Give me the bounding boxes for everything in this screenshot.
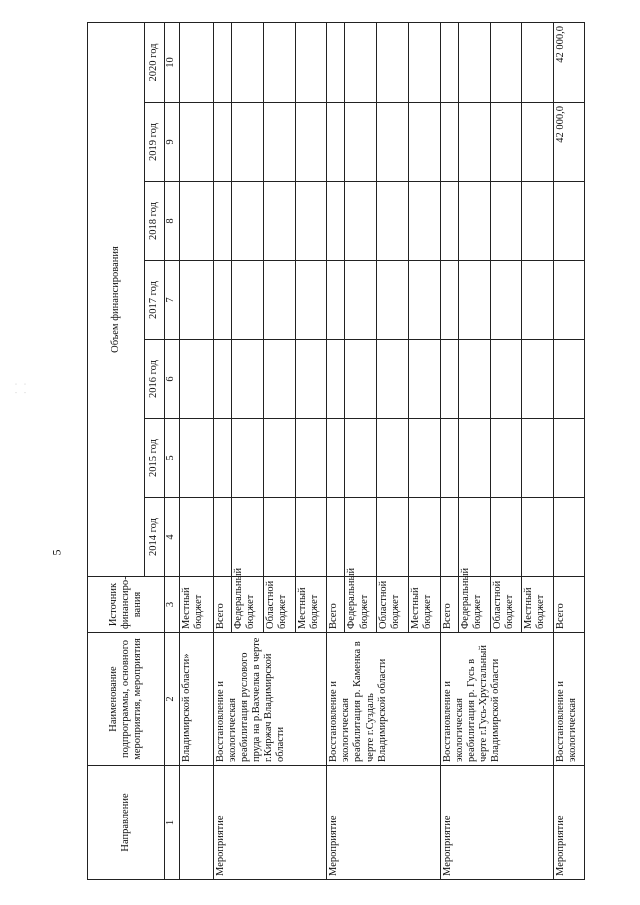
column-number: 5 (165, 419, 180, 498)
table-row (213, 22, 231, 879)
header-year: 2016 год (144, 340, 164, 419)
header-direction: Направление (88, 766, 165, 880)
header-source: Источник финансиро-вания (88, 577, 165, 633)
header-year: 2020 год (144, 22, 164, 102)
column-number: 6 (165, 340, 180, 419)
scan-artifact: · · · · (12, 380, 30, 394)
source-cell: Всего (440, 577, 458, 633)
source-cell: Федеральный бюджет (458, 577, 490, 633)
source-cell: Всего (327, 577, 345, 633)
source-cell: Местный бюджет (179, 577, 213, 633)
table-row (440, 22, 458, 879)
column-number: 8 (165, 182, 180, 261)
name-cell: Владимирской области» (179, 633, 213, 766)
direction-cell: Мероприятие (327, 766, 440, 880)
column-numbers-row (165, 22, 180, 879)
header-year: 2015 год (144, 419, 164, 498)
value-cell-2019: 42 000,0 (554, 103, 585, 182)
header-name: Наименование подпрограммы, основного мероприятия, мероприятия (88, 633, 165, 766)
name-cell: Восстановление и экологическая (554, 633, 585, 766)
name-cell: Восстановление и экологическая реабилитация руслового пруда на р.Вахчелка в черте г.Киржач Владимирской области (213, 633, 326, 766)
column-number: 10 (165, 22, 180, 102)
table-row (327, 22, 345, 879)
header-year: 2019 год (144, 103, 164, 182)
direction-cell: Мероприятие (213, 766, 326, 880)
name-cell: Восстановление и экологическая реабилитация р. Каменка в черте г.Суздаль Владимирской области (327, 633, 440, 766)
source-cell: Местный бюджет (522, 577, 554, 633)
source-cell: Всего (554, 577, 585, 633)
source-cell: Федеральный бюджет (345, 577, 377, 633)
table-row (554, 22, 585, 879)
column-number: 4 (165, 498, 180, 577)
column-number: 7 (165, 261, 180, 340)
financing-table-container (87, 23, 585, 880)
header-year: 2018 год (144, 182, 164, 261)
source-cell: Областной бюджет (263, 577, 295, 633)
header-year: 2014 год (144, 498, 164, 577)
source-cell: Местный бюджет (295, 577, 327, 633)
source-cell: Областной бюджет (490, 577, 522, 633)
header-year: 2017 год (144, 261, 164, 340)
source-cell: Всего (213, 577, 231, 633)
column-number: 3 (165, 577, 180, 633)
direction-cell: Мероприятие (554, 766, 585, 880)
direction-cell (179, 766, 213, 880)
continuation-row (179, 22, 213, 879)
financing-table (87, 22, 585, 880)
column-number: 1 (165, 766, 180, 880)
name-cell: Восстановление и экологическая реабилитация р. Гусь в черте г.Гусь-Хрустальный Владимирской области (440, 633, 553, 766)
value-cell-2020: 42 000,0 (554, 22, 585, 102)
source-cell: Федеральный бюджет (232, 577, 264, 633)
source-cell: Областной бюджет (377, 577, 409, 633)
column-number: 2 (165, 633, 180, 766)
header-row-1 (88, 22, 145, 879)
column-number: 9 (165, 103, 180, 182)
source-cell: Местный бюджет (408, 577, 440, 633)
header-volume: Объем финансирования (88, 22, 145, 576)
direction-cell: Мероприятие (440, 766, 553, 880)
page-number: 5 (49, 549, 64, 556)
